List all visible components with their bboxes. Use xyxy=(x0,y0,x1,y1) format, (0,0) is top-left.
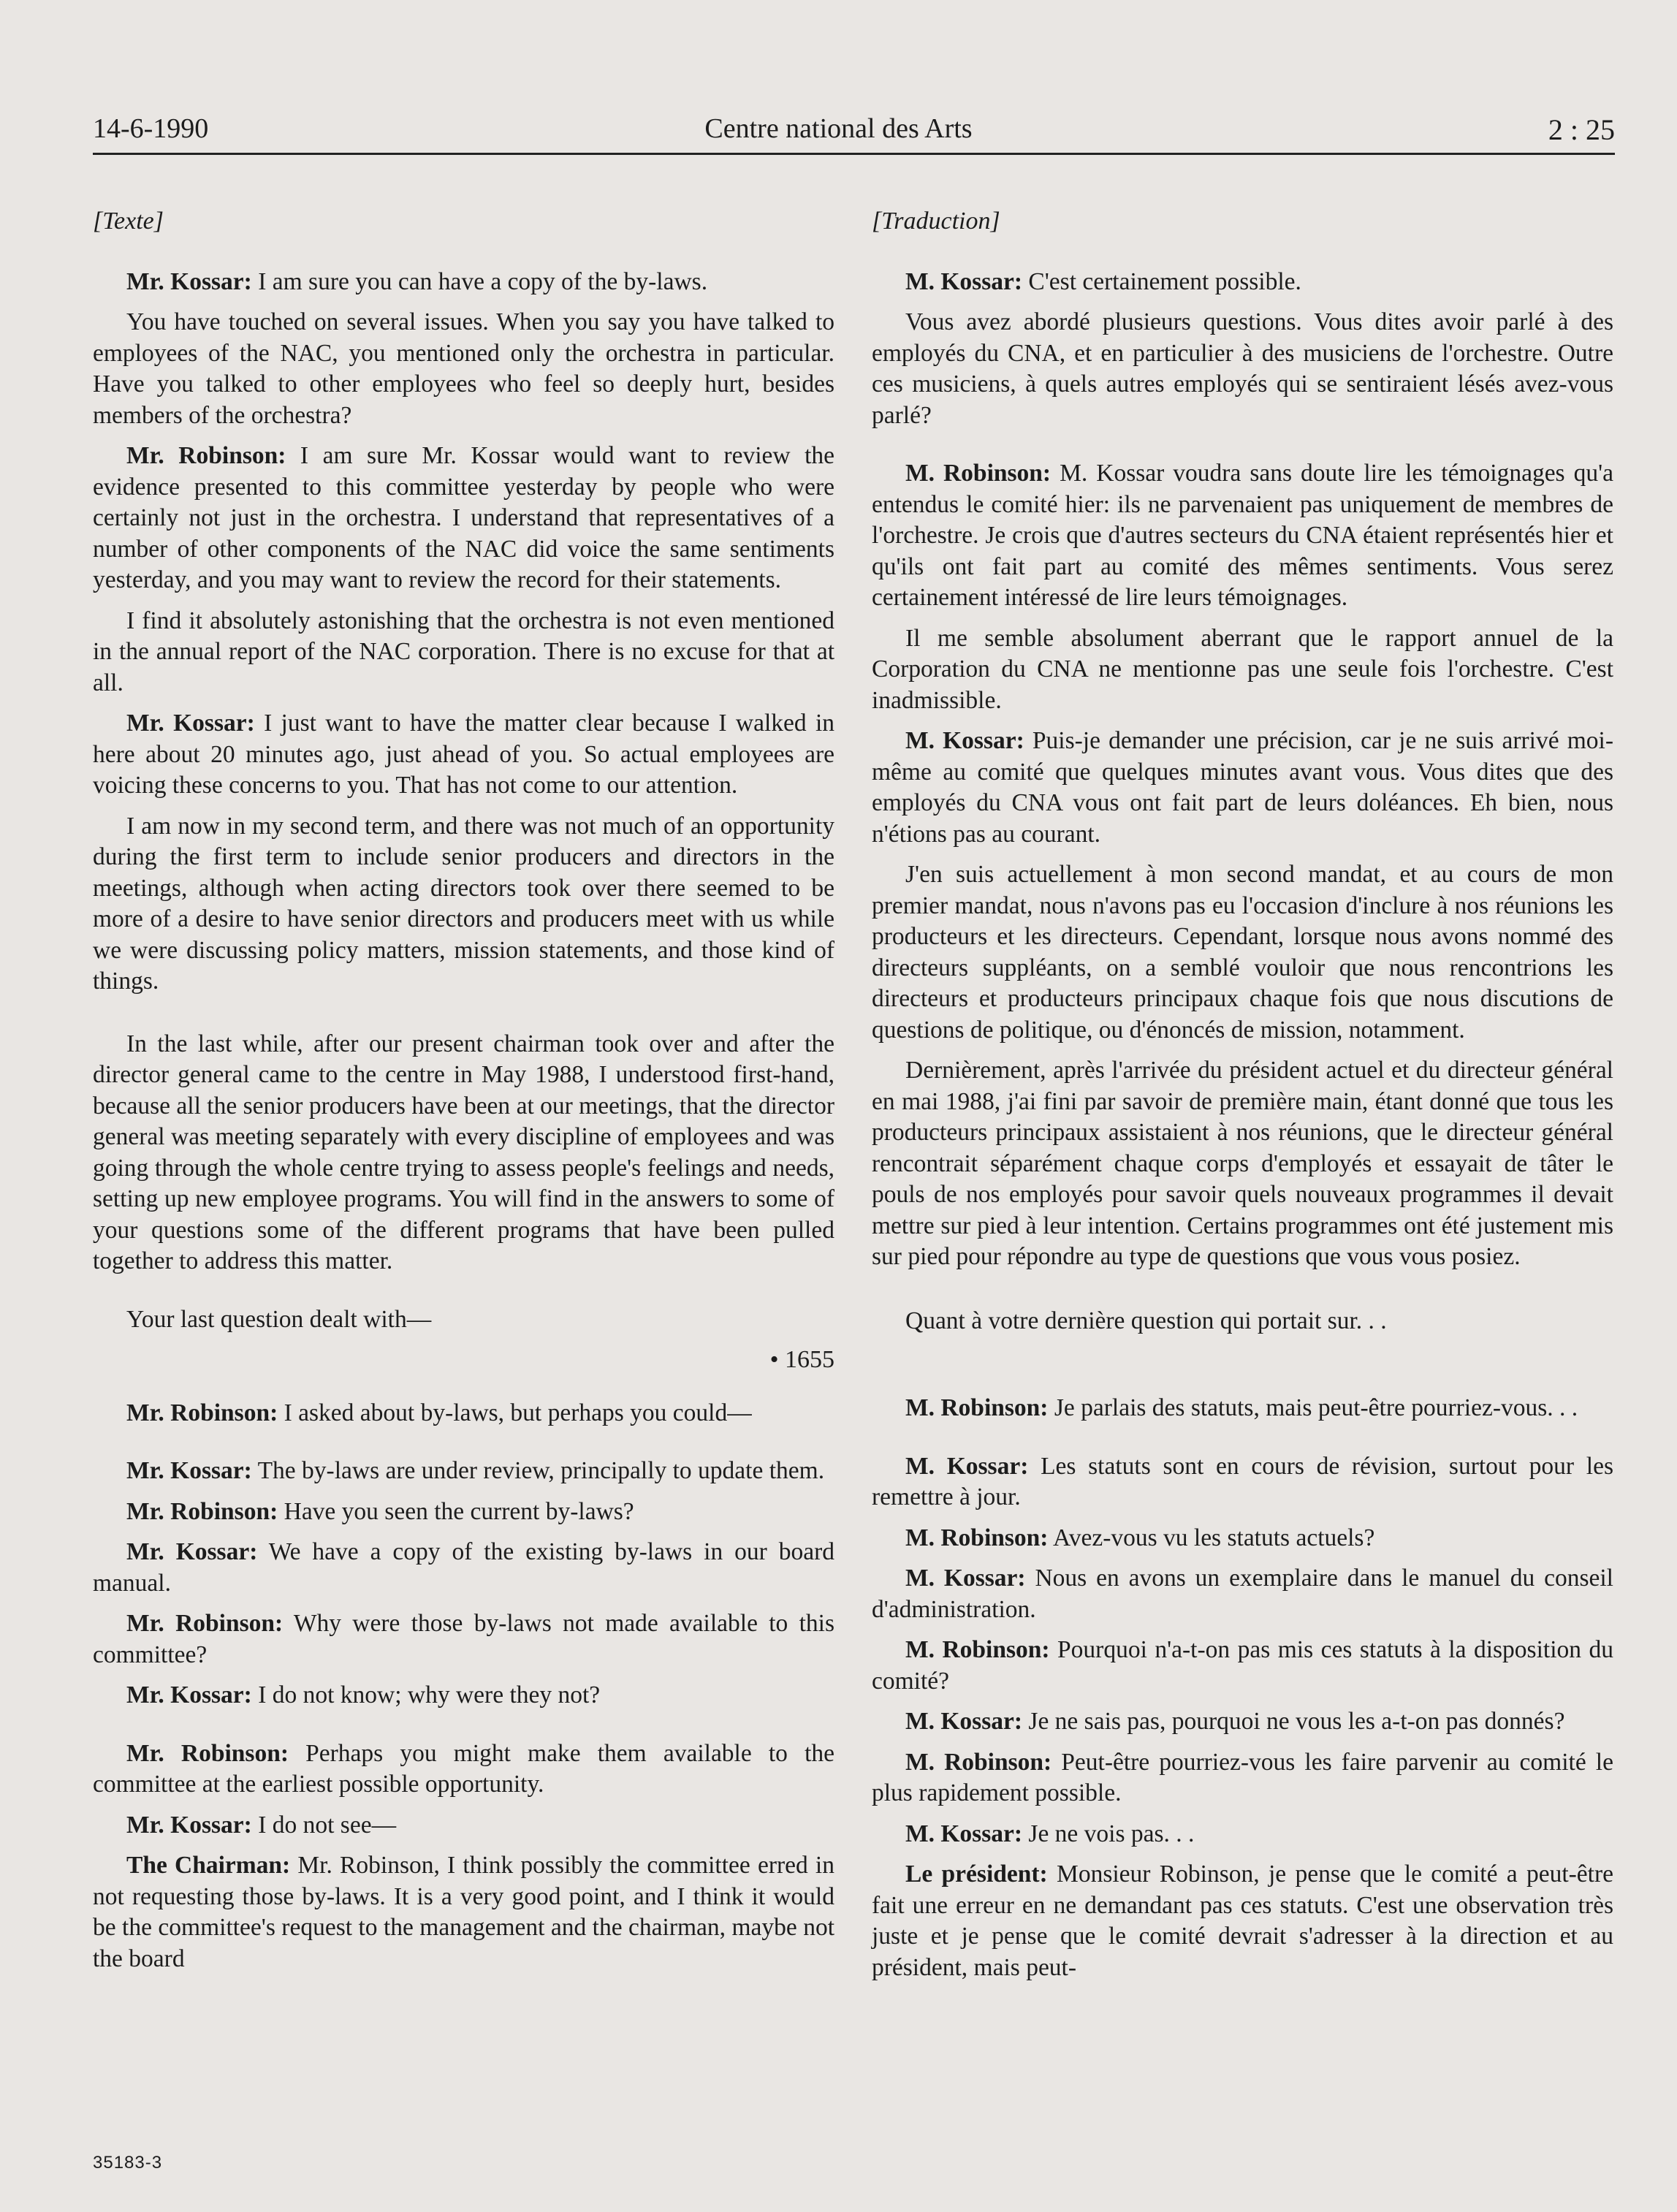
paragraph: Mr. Robinson: Why were those by-laws not made available to this committee? xyxy=(93,1610,834,1668)
spacer xyxy=(93,1438,834,1456)
paragraph: M. Robinson: Je parlais des statuts, mais peut-être pourriez-vous. . . xyxy=(905,1394,1578,1421)
paragraph: Mr. Robinson: I am sure Mr. Kossar would want to review the evidence presented to this committee yesterday by people who were certainly not just in the orchestra. I understand that representatives of a number of other components of the NAC did voice the same sentiments yesterday, and you may want to review the record for their statements. xyxy=(93,442,835,593)
speaker: The Chairman: xyxy=(126,1852,291,1879)
spacer xyxy=(872,1346,1613,1369)
english-column xyxy=(93,206,834,1984)
speaker: M. Kossar: xyxy=(905,727,1024,754)
speaker: M. Kossar: xyxy=(905,1820,1023,1847)
column-tag: [Texte] xyxy=(93,208,164,235)
paragraph: M. Robinson: Avez-vous vu les statuts actuels? xyxy=(905,1524,1375,1551)
speaker: Mr. Kossar: xyxy=(126,267,252,295)
speaker: M. Robinson: xyxy=(905,1636,1050,1663)
paragraph: M. Robinson: M. Kossar voudra sans doute lire les témoignages qu'a entendus le comité hier: ils ne parvenaient pas uniquement de membres de l'orchestre. Je crois que d'autres secteurs du CNA étaient représentés hier et qu'ils ont fait part au comité des mêmes sentiments. Vous serez certainement intéressé de lire leurs témoignages. xyxy=(872,460,1613,611)
spacer xyxy=(93,1287,834,1304)
header-publication: Centre national des Arts xyxy=(704,113,973,144)
french-column xyxy=(872,206,1613,1993)
paragraph: Mr. Kossar: I do not see— xyxy=(126,1811,397,1839)
speaker: Mr. Robinson: xyxy=(126,1739,289,1767)
speaker: M. Kossar: xyxy=(905,267,1023,295)
paragraph: Vous avez abordé plusieurs questions. Vous dites avoir parlé à des employés du CNA, et en particulier à des musiciens de l'orchestre. Outre ces musiciens, à quels autres employés qui se sentiraient lésés avez-vous parlé? xyxy=(872,308,1613,429)
speaker: Mr. Robinson: xyxy=(126,1399,278,1426)
paragraph: The Chairman: Mr. Robinson, I think possibly the committee erred in not requesting those by-laws. It is a very good point, and I think it would be the committee's request to the management and the chairman, maybe not the board xyxy=(93,1852,834,1972)
paragraph: In the last while, after our present chairman took over and after the director general came to the centre in May 1988, I understood first-hand, because all the senior producers have been at our meetings, that the director general was meeting separately with every discipline of employees and was going through the whole centre trying to assess people's feelings and needs, setting up new employee programs. You will find in the answers to some of your questions some of the different programs that have been pulled together to address this matter. xyxy=(93,1030,834,1274)
spacer xyxy=(872,441,1613,458)
speaker: Mr. Robinson: xyxy=(126,1497,278,1525)
paragraph: M. Kossar: Je ne sais pas, pourquoi ne vous les a-t-on pas donnés? xyxy=(905,1708,1565,1735)
print-code: 35183-3 xyxy=(93,2153,163,2173)
speaker: M. Robinson: xyxy=(905,1748,1052,1776)
speaker: M. Robinson: xyxy=(905,460,1052,487)
speaker: M. Kossar: xyxy=(905,1452,1029,1480)
spacer xyxy=(93,1007,834,1029)
speaker: M. Robinson: xyxy=(905,1394,1049,1421)
paragraph: Mr. Kossar: We have a copy of the existing by-laws in our board manual. xyxy=(93,1538,834,1597)
header-rule xyxy=(93,153,1615,155)
spacer xyxy=(872,1282,1613,1306)
speaker: Mr. Robinson: xyxy=(126,1610,284,1637)
paragraph: Mr. Kossar: I just want to have the matter clear because I walked in here about 20 minutes ago, just ahead of you. So actual employees are voicing these concerns to you. That has not come to our attention. xyxy=(93,710,834,799)
paragraph: M. Kossar: C'est certainement possible. xyxy=(905,267,1301,295)
header-page-number: 2 : 25 xyxy=(1548,113,1615,146)
speaker: M. Robinson: xyxy=(905,1524,1049,1551)
header-date: 14-6-1990 xyxy=(93,113,209,144)
paragraph: Dernièrement, après l'arrivée du président actuel et du directeur général en mai 1988, j'ai fini par savoir de première main, étant donné que tous les producteurs principaux assistaient à nos réunions, que le directeur général rencontrait séparément chaque corps d'employés et essayait de tâter le pouls de nos employés pour savoir quels nouveaux programmes il devait mettre sur pied à leur intention. Certains programmes ont été justement mis sur pied pour répondre au type de questions que vous vous posiez. xyxy=(872,1057,1613,1270)
paragraph: Il me semble absolument aberrant que le rapport annuel de la Corporation du CNA ne mentionne pas une seule fois l'orchestre. C'est inadmissible. xyxy=(872,624,1613,714)
speaker: Mr. Kossar: xyxy=(126,1457,252,1484)
column-tag: [Traduction] xyxy=(872,208,1000,235)
paragraph: Le président: Monsieur Robinson, je pense que le comité a peut-être fait une erreur en ne demandant pas ces statuts. C'est une observation très juste et je pense que le comité devrait s'adresser à la direction et au président, mais peut- xyxy=(872,1861,1614,1981)
paragraph: Mr. Robinson: Have you seen the current by-laws? xyxy=(126,1497,634,1525)
paragraph: Mr. Robinson: I asked about by-laws, but perhaps you could— xyxy=(126,1399,752,1426)
spacer xyxy=(872,1434,1613,1451)
paragraph: M. Kossar: Je ne vois pas. . . xyxy=(905,1820,1195,1847)
paragraph: Mr. Robinson: Perhaps you might make them available to the committee at the earliest possible opportunity. xyxy=(93,1739,834,1798)
time-marker: • 1655 xyxy=(769,1346,834,1373)
speaker: Mr. Kossar: xyxy=(126,710,255,737)
paragraph: M. Robinson: Peut-être pourriez-vous les faire parvenir au comité le plus rapidement possible. xyxy=(872,1748,1613,1806)
paragraph: M. Robinson: Pourquoi n'a-t-on pas mis ces statuts à la disposition du comité? xyxy=(872,1636,1613,1695)
paragraph: M. Kossar: Nous en avons un exemplaire dans le manuel du conseil d'administration. xyxy=(872,1565,1613,1623)
paragraph: I am now in my second term, and there was not much of an opportunity during the first term to include senior producers and directors in the meetings, although when acting directors took over there seemed to be more of a desire to have senior directors and producers meet with us while we were discussing policy matters, mission statements, and those kind of things. xyxy=(93,812,834,995)
paragraph: J'en suis actuellement à mon second mandat, et au cours de mon premier mandat, nous n'avons pas eu l'occasion d'inclure à nos réunions les producteurs et les directeurs. Cependant, lorsque nous avons nommé des directeurs suppléants, on a semblé vouloir que nous rencontrions les directeurs et producteurs principaux chaque fois que nous discutions de questions de politique, ou d'énoncés de mission, notamment. xyxy=(872,861,1613,1044)
paragraph: Mr. Kossar: The by-laws are under review, principally to update them. xyxy=(126,1457,825,1484)
speaker: M. Kossar: xyxy=(905,1565,1026,1592)
spacer xyxy=(93,1721,834,1738)
paragraph: Mr. Kossar: I do not know; why were they not? xyxy=(126,1681,601,1709)
running-header xyxy=(0,113,1677,153)
paragraph: Mr. Kossar: I am sure you can have a copy of the by-laws. xyxy=(126,267,708,295)
speaker: Mr. Kossar: xyxy=(126,1811,252,1839)
paragraph: Quant à votre dernière question qui portait sur. . . xyxy=(905,1307,1387,1334)
spacer xyxy=(872,1369,1613,1393)
paragraph: I find it absolutely astonishing that the orchestra is not even mentioned in the annual report of the NAC corporation. There is no excuse for that at all. xyxy=(93,607,834,696)
speaker: Mr. Robinson: xyxy=(126,442,286,469)
speaker: Mr. Kossar: xyxy=(126,1538,258,1565)
speaker: M. Kossar: xyxy=(905,1708,1023,1735)
speaker: Mr. Kossar: xyxy=(126,1681,252,1709)
paragraph: M. Kossar: Les statuts sont en cours de révision, surtout pour les remettre à jour. xyxy=(872,1452,1613,1510)
speaker: Le président: xyxy=(905,1861,1048,1888)
paragraph: You have touched on several issues. When you say you have talked to employees of the NAC, you mentioned only the orchestra in particular. Have you talked to other employees who feel so deeply hurt, besides members of the orchestra? xyxy=(93,308,834,429)
paragraph: M. Kossar: Puis-je demander une précision, car je ne suis arrivé moi-même au comité que quelques minutes avant vous. Vous dites que des employés du CNA vous ont fait part de leurs doléances. Eh bien, nous n'étions pas au courant. xyxy=(872,727,1613,848)
paragraph: Your last question dealt with— xyxy=(126,1305,432,1333)
